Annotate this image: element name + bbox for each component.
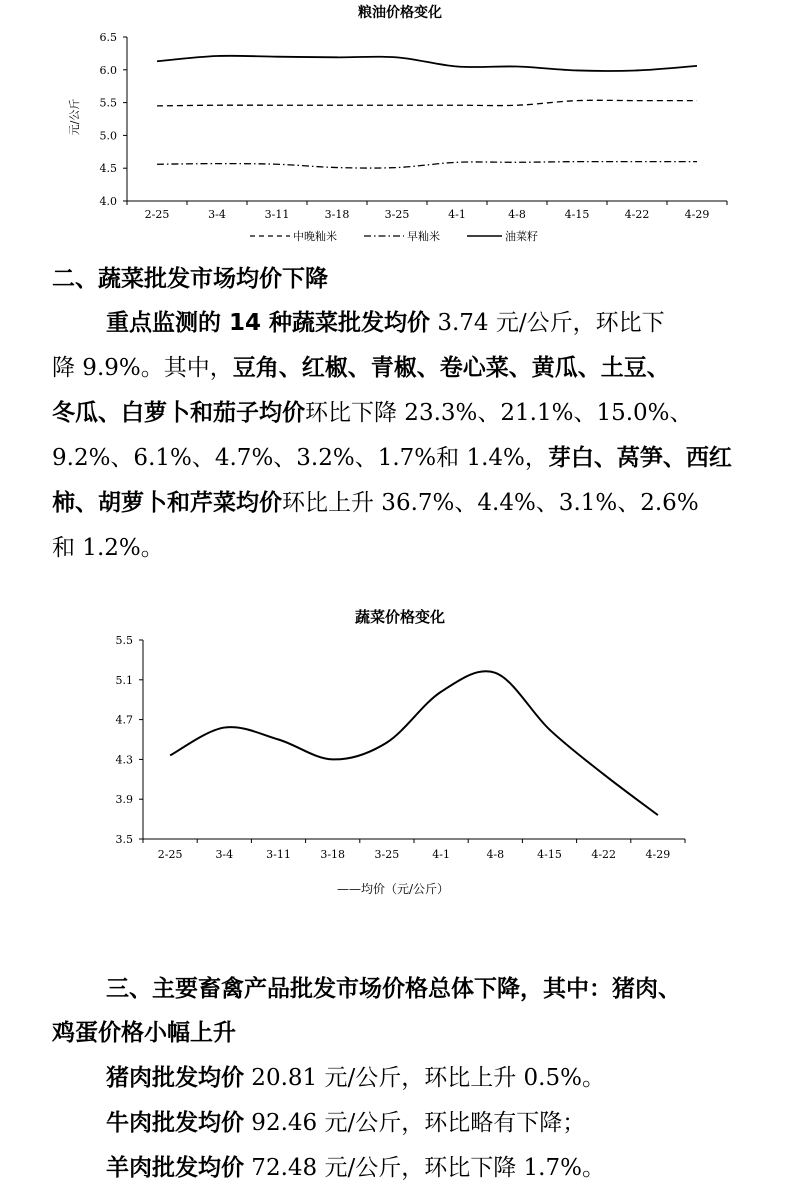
y-tick-label: 5.0	[99, 129, 117, 143]
y-tick-label: 4.7	[115, 713, 133, 727]
text: 环比下降 23.3%、21.1%、15.0%、	[305, 400, 693, 426]
x-tick-label: 2-25	[144, 208, 170, 221]
vegetable-price-chart	[0, 595, 798, 905]
legend-label: 早籼米	[407, 230, 440, 243]
grain-oil-price-chart	[0, 0, 798, 250]
paragraph-line	[52, 391, 752, 436]
section-heading-continued: 鸡蛋价格小幅上升	[52, 1020, 236, 1046]
legend-label: 油菜籽	[505, 230, 538, 243]
paragraph-line	[52, 481, 752, 526]
legend-label: ——均价（元/公斤）	[336, 882, 450, 896]
x-tick-label: 3-4	[208, 208, 226, 221]
legend-label: 中晚籼米	[293, 230, 337, 243]
series-line	[170, 671, 658, 815]
x-tick-label: 4-8	[486, 848, 505, 861]
x-tick-label: 3-25	[374, 848, 400, 861]
x-tick-label: 4-22	[624, 208, 650, 221]
series-line	[157, 162, 697, 168]
series-line	[157, 56, 697, 71]
section-heading	[52, 966, 681, 1012]
text: 72.48 元/公斤，环比下降 1.7%。	[244, 1155, 605, 1181]
x-tick-label: 3-4	[215, 848, 234, 861]
x-tick-label: 4-29	[645, 848, 671, 861]
y-tick-label: 3.9	[115, 793, 133, 807]
x-tick-label: 4-1	[448, 208, 466, 221]
text: 9.2%、6.1%、4.7%、3.2%、1.7%和 1.4%，	[52, 445, 548, 471]
legend	[250, 229, 538, 243]
y-tick-label: 6.0	[99, 63, 117, 77]
x-tick-label: 3-25	[384, 208, 410, 221]
y-tick-label: 3.5	[115, 833, 133, 846]
bold-text: 柿、胡萝卜和芹菜均价	[52, 490, 282, 516]
series-line	[157, 100, 697, 106]
x-tick-label: 3-18	[320, 848, 346, 861]
y-tick-label: 5.5	[99, 96, 117, 110]
y-tick-label: 4.0	[99, 195, 117, 208]
text: 3.74 元/公斤，环比下	[430, 310, 665, 336]
paragraph-line	[52, 1146, 752, 1191]
x-tick-label: 2-25	[157, 848, 183, 861]
text: 降 9.9%。其中，	[52, 355, 233, 381]
x-tick-label: 4-8	[508, 208, 526, 221]
paragraph-line	[52, 346, 752, 391]
section-heading: 二、蔬菜批发市场均价下降	[52, 266, 328, 292]
x-tick-label: 4-15	[564, 208, 590, 221]
paragraph-line	[52, 301, 752, 346]
text: 92.46 元/公斤，环比略有下降；	[244, 1110, 586, 1136]
bold-text: 重点监测的 14 种蔬菜批发均价	[106, 310, 431, 336]
bold-text: 豆角、红椒、青椒、卷心菜、黄瓜、土豆、	[232, 355, 670, 381]
heading-line: 三、主要畜禽产品批发市场价格总体下降，其中：猪肉、	[106, 976, 681, 1002]
bold-text: 羊肉批发均价	[106, 1155, 244, 1181]
x-tick-label: 4-22	[591, 848, 617, 861]
y-tick-label: 5.1	[115, 673, 133, 687]
x-tick-label: 4-15	[537, 848, 562, 861]
chart-title: 蔬菜价格变化	[354, 608, 446, 626]
x-tick-label: 4-29	[684, 208, 710, 221]
y-axis-label: 元/公斤	[68, 98, 81, 136]
bold-text: 牛肉批发均价	[106, 1110, 244, 1136]
chart-title: 粮油价格变化	[358, 5, 442, 21]
paragraph-line	[52, 436, 752, 481]
text: 20.81 元/公斤，环比上升 0.5%。	[244, 1065, 605, 1091]
x-tick-label: 3-11	[266, 848, 291, 861]
y-tick-label: 6.5	[99, 31, 117, 44]
x-tick-label: 4-1	[432, 848, 450, 861]
section2-paragraph	[52, 301, 752, 571]
section3-paragraph	[52, 1056, 752, 1191]
y-tick-label: 4.3	[115, 753, 133, 767]
bold-text: 猪肉批发均价	[106, 1065, 244, 1091]
x-tick-label: 3-11	[264, 208, 290, 221]
bold-text: 冬瓜、白萝卜和茄子均价	[52, 400, 305, 426]
text: 环比上升 36.7%、4.4%、3.1%、2.6%	[282, 490, 699, 516]
y-tick-label: 5.5	[115, 634, 133, 647]
paragraph-line	[52, 1056, 752, 1101]
x-tick-label: 3-18	[324, 208, 350, 221]
paragraph-line	[52, 526, 752, 571]
text: 和 1.2%。	[52, 535, 164, 561]
paragraph-line	[52, 1101, 752, 1146]
bold-text: 芽白、莴笋、西红	[547, 445, 732, 471]
y-tick-label: 4.5	[99, 162, 117, 176]
